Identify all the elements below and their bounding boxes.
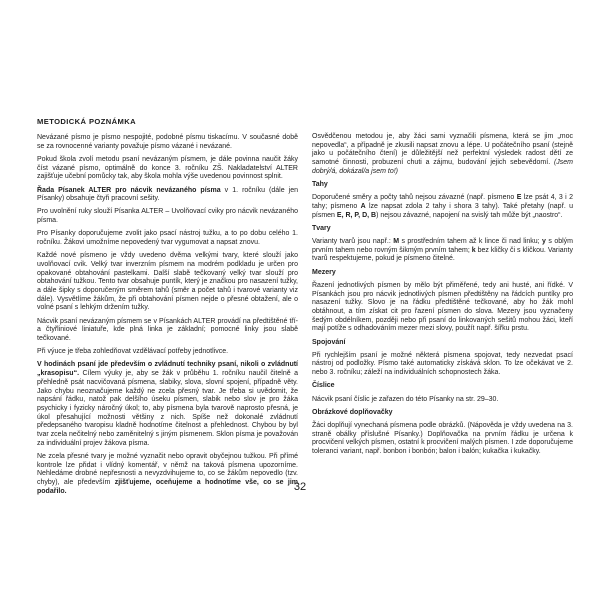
paragraph — [37, 230, 298, 247]
text-run: k — [471, 246, 476, 254]
paragraph — [312, 238, 573, 264]
text-run: s oblým prvním tahem nebo rovným šikmým prvním tahem; — [312, 238, 573, 254]
left-column-blocks — [37, 134, 298, 497]
text-run: Nevázané písmo je písmo nespojité, podobné písmu tiskacímu. V současné době se za rovnocenné varianty považuje písmo vázané i nevázané. — [37, 134, 298, 150]
paragraph — [37, 134, 298, 151]
text-run: Číslice — [312, 382, 335, 390]
left-column — [37, 117, 298, 501]
text-run: Řada Písanek ALTER pro nácvik nevázaného písma — [37, 186, 221, 194]
text-run: A — [360, 202, 366, 210]
text-run: s prostředním tahem až k lince či nad linku; — [399, 238, 543, 246]
text-run: E — [516, 194, 522, 202]
paragraph — [37, 318, 298, 344]
paragraph — [37, 361, 298, 448]
paragraph — [37, 156, 298, 182]
text-run: Při rychlejším psaní je možné některá písmena spojovat, tedy nezvedat psací nástroj od podložky. Písmo také automaticky získává sklon. To lze očekávat ve 2. nebo 3. ročníku; záleží na individuálních schopnostech žáka. — [312, 351, 573, 377]
text-run: Doporučené směry a počty tahů nejsou závazné (např. písmeno — [312, 194, 517, 202]
paragraph — [312, 396, 573, 405]
text-run: Pro Písanky doporučujeme zvolit jako psací nástroj tužku, a to po dobu celého 1. ročníku. Žákovi umožníme nepovedený tvar vygumovat a napsat znovu. — [37, 230, 298, 247]
text-run: Osvědčenou metodou je, aby žáci sami vyznačili písmena, která se jim „moc nepovedla“, a případně je zkusili napsat znovu a lépe. U počátečního psaní (stejně jako u počátečního čtení) je důležitější než perfektní výsledek radost dětí ze samotné činnosti, probuzení chuti a zájmu, budování jejich sebevědomí. — [312, 133, 573, 167]
page-title: METODICKÁ POZNÁMKA — [37, 117, 137, 126]
text-run: Řazení jednotlivých písmen by mělo být přiměřené, tedy ani husté, ani řídké. V Písankách jsou pro nácvik jednotlivých písmen předtištěny na řádcích puntíky pro nasazení tužky. Slovo je na řádku předtištěné tečkované, aby ho žák mohl obtáhnout, a tím získat cit pro řazení písmen do slova. Mezery jsou vyznačeny šedým obdélníkem, později nebo při psaní do linkovaných sešitů mohou žáci, kteří mají potíže s odhadováním mezer mezi slovy, použít např. šířku prstu. — [312, 281, 573, 333]
text-run: bez kličky či s kličkou. Varianty tvarů respektujeme, pokud je písmeno čitelné. — [312, 246, 573, 263]
section-heading — [312, 409, 573, 418]
text-run: Cílem výuky je, aby se žák v průběhu 1. ročníku naučil čitelně a přehledně psát nacvičovaná písmena, slabiky, slova, slovní spojení, případně věty. Jako chybu neoznačujeme každý ne zcela přesný tvar. Je třeba si uvědomit, že napsání řádku, natož pak delšího úseku písmen, slabik nebo slov je pro žáka psychicky i fyzicky náročný úkol; to, aby písmena byla tvarově naprosto přesná, je úkol přesahující možnosti většiny z nich. Spíše než dokonalé zvládnutí předepsaného tvaropisu kladně hodnotíme čitelnost a přehlednost. Chybou by byl tvar zcela nečitelný nebo zaměnitelný s jiným písmenem. Sklon písma je považován za individuální projev žákova písma. — [37, 370, 298, 447]
text-run: ) nejsou závazné, napojení na svislý tah může být „naostro“. — [376, 211, 563, 219]
section-heading — [312, 225, 573, 234]
text-run: M — [393, 238, 400, 246]
text-run: Spojování — [312, 338, 346, 346]
text-run: lze psát 4, 3 i 2 tahy; písmeno — [312, 194, 574, 210]
paragraph — [37, 187, 298, 204]
text-run: y — [542, 238, 546, 246]
paragraph — [37, 348, 298, 357]
text-run: Varianty tvarů jsou např.: — [312, 238, 394, 246]
text-run: Ne zcela přesné tvary je možné vyznačit nebo opravit obyčejnou tužkou. Při přímé kontrole lze přidat i vlídný komentář, v němž na taková písmena upozorníme. Nehledáme drobné nepřesnosti a nevyzdvihujeme to, co se žákům nepovedlo (tzv. chyby), ale především — [37, 453, 298, 487]
section-heading — [312, 382, 573, 391]
paragraph — [312, 352, 573, 378]
text-run: Pokud škola zvolí metodu psaní nevázaným písmem, je dále povinna naučit žáky číst vázané písmo, optimálně do konce 3. ročníku ZŠ. Nakladatelství ALTER zajišťuje učební pomůcky tak, aby škola mohla výše uvedenou povinnost splnit. — [37, 155, 298, 181]
paragraph — [312, 282, 573, 334]
text-run: Mezery — [312, 268, 336, 276]
text-run: Každé nové písmeno je vždy uvedeno dvěma velkými tvary, které slouží jako uvolňovací cvik. Velký tvar inverzním písmem na modrém podkladu je určen pro opakované obtahování pastelkami. Další slabě tečkovaný velký tvar slouží pro obtahování tužkou. Tento tvar obsahuje puntík, který je značkou pro nasazení tužky, a dále šipky s doporučeným směrem tahů (směr a počet tahů i tvarové varianty viz dále). Vysvětlíme žákům, že při obtahování písmen nejde o přesné obtažení, ale o volné psaní s lehkým držením tužky. — [37, 252, 298, 312]
text-run: Žáci doplňují vynechaná písmena podle obrázků. (Nápověda je vždy uvedena na 3. straně obálky příslušné Písanky.) Doplňovačka na prvním řádku je určena k procvičení velkých písmen, ostatní k procvičení malých písmen. I zde doporučujeme toleranci variant, např. bonbon i bonbón; balon i balón; kukačka i kukačky. — [312, 421, 573, 456]
text-run: v 1. ročníku (dále jen Písanky) obsahuje čtyři pracovní sešity. — [37, 186, 298, 203]
right-column-blocks — [312, 133, 573, 457]
section-heading — [312, 181, 573, 190]
text-run: Pro uvolnění ruky slouží Písanka ALTER – Uvolňovací cviky pro nácvik nevázaného písma. — [37, 208, 298, 225]
text-run: zjišťujeme, oceňujeme a hodnotíme vše, co se jim podařilo. — [37, 479, 298, 495]
two-column-content — [37, 117, 573, 501]
text-run: V hodinách psaní jde především o zvládnutí techniky psaní, nikoli o zvládnutí „krasopisu“. — [37, 361, 298, 378]
section-heading — [312, 339, 573, 348]
section-heading — [312, 269, 573, 278]
paragraph — [312, 422, 573, 457]
text-run: Obrázkové doplňovačky — [312, 408, 393, 416]
text-run: Tahy — [312, 181, 328, 189]
paragraph — [37, 252, 298, 313]
page-number: 32 — [293, 481, 307, 493]
text-run: Při výuce je třeba zohledňovat vzdělávací potřeby jednotlivce. — [37, 348, 229, 356]
paragraph — [312, 133, 573, 177]
text-run: Nácvik psaní nevázaným písmem se v Písankách ALTER provádí na předtištěné tří- a čtyřliniové liniatuře, kde plná linka je základní; pomocné linky jsou slabě tečkované. — [37, 317, 298, 343]
text-run: (Jsem dobrý/á, dokázal/a jsem to!) — [312, 159, 573, 175]
paragraph — [37, 208, 298, 225]
text-run: Nácvik psaní číslic je zařazen do této Písanky na str. 29–30. — [312, 395, 499, 403]
right-column — [312, 117, 573, 501]
text-run: lze napsat zdola 2 tahy i shora 3 tahy). Také přetahy (např. u písmen — [312, 202, 573, 219]
text-run: Tvary — [312, 224, 331, 232]
text-run: E, R, P, D, B — [336, 211, 377, 219]
paragraph — [312, 194, 573, 220]
